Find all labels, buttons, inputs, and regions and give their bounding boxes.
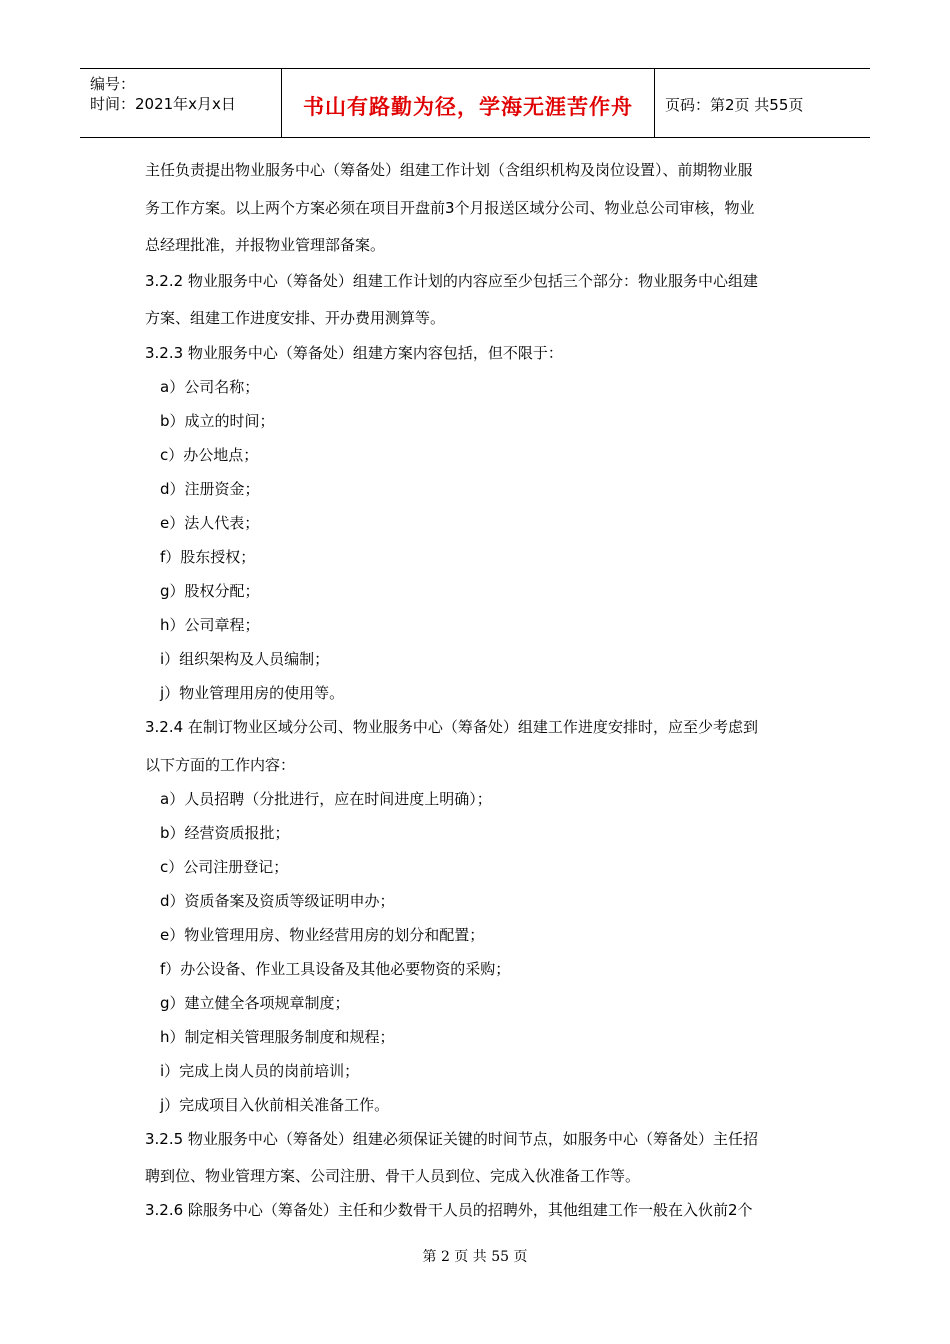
page-header (80, 68, 870, 138)
list-item: e）物业管理用房、物业经营用房的划分和配置； (160, 926, 485, 944)
list-item: i）完成上岗人员的岗前培训； (160, 1062, 360, 1080)
body-text-line: 3.2.6 除服务中心（筹备处）主任和少数骨干人员的招聘外，其他组建工作一般在入伙前2个 (145, 1201, 753, 1219)
list-item: h）制定相关管理服务制度和规程； (160, 1028, 395, 1046)
list-item: d）注册资金； (160, 480, 260, 498)
body-text-line: 以下方面的工作内容： (145, 756, 296, 774)
body-text-line: 方案、组建工作进度安排、开办费用测算等。 (145, 309, 446, 327)
list-item: d）资质备案及资质等级证明申办； (160, 892, 395, 910)
body-text-line: 总经理批准，并报物业管理部备案。 (145, 236, 386, 254)
list-item: a）公司名称； (160, 378, 260, 396)
page-footer: 第 2 页 共 55 页 (422, 1249, 528, 1265)
list-item: j）完成项目入伙前相关准备工作。 (160, 1096, 390, 1114)
header-right-cell (655, 69, 870, 137)
list-item: e）法人代表； (160, 514, 260, 532)
body-text-line: 务工作方案。以上两个方案必须在项目开盘前3个月报送区域分公司、物业总公司审核，物业 (145, 199, 755, 217)
list-item: c）公司注册登记； (160, 858, 289, 876)
header-slogan: 书山有路勤为径，学海无涯苦作舟 (303, 95, 633, 119)
body-text-line: 3.2.3 物业服务中心（筹备处）组建方案内容包括，但不限于： (145, 344, 563, 362)
body-text-line: 3.2.2 物业服务中心（筹备处）组建工作计划的内容应至少包括三个部分：物业服务中心组建 (145, 272, 758, 290)
header-left-cell (80, 69, 282, 137)
list-item: b）经营资质报批； (160, 824, 290, 842)
list-item: c）办公地点； (160, 446, 259, 464)
document-number-label: 编号： (90, 75, 136, 93)
body-text-line: 主任负责提出物业服务中心（筹备处）组建工作计划（含组织机构及岗位设置）、前期物业服 (145, 161, 753, 179)
list-item: f）股东授权； (160, 548, 256, 566)
list-item: a）人员招聘（分批进行，应在时间进度上明确）； (160, 790, 492, 808)
list-item: f）办公设备、作业工具设备及其他必要物资的采购； (160, 960, 511, 978)
body-text-line: 3.2.4 在制订物业区域分公司、物业服务中心（筹备处）组建工作进度安排时，应至少考虑到 (145, 718, 758, 736)
list-item: j）物业管理用房的使用等。 (160, 684, 345, 702)
list-item: g）建立健全各项规章制度； (160, 994, 350, 1012)
body-text-line: 3.2.5 物业服务中心（筹备处）组建必须保证关键的时间节点，如服务中心（筹备处）主任招 (145, 1130, 758, 1148)
body-text-line: 聘到位、物业管理方案、公司注册、骨干人员到位、完成入伙准备工作等。 (145, 1167, 641, 1185)
list-item: b）成立的时间； (160, 412, 275, 430)
header-page-info: 页码：第2页 共55页 (665, 96, 804, 114)
list-item: i）组织架构及人员编制； (160, 650, 330, 668)
document-date: 时间：2021年x月x日 (90, 95, 236, 113)
list-item: g）股权分配； (160, 582, 260, 600)
header-middle-cell (282, 69, 655, 137)
list-item: h）公司章程； (160, 616, 260, 634)
